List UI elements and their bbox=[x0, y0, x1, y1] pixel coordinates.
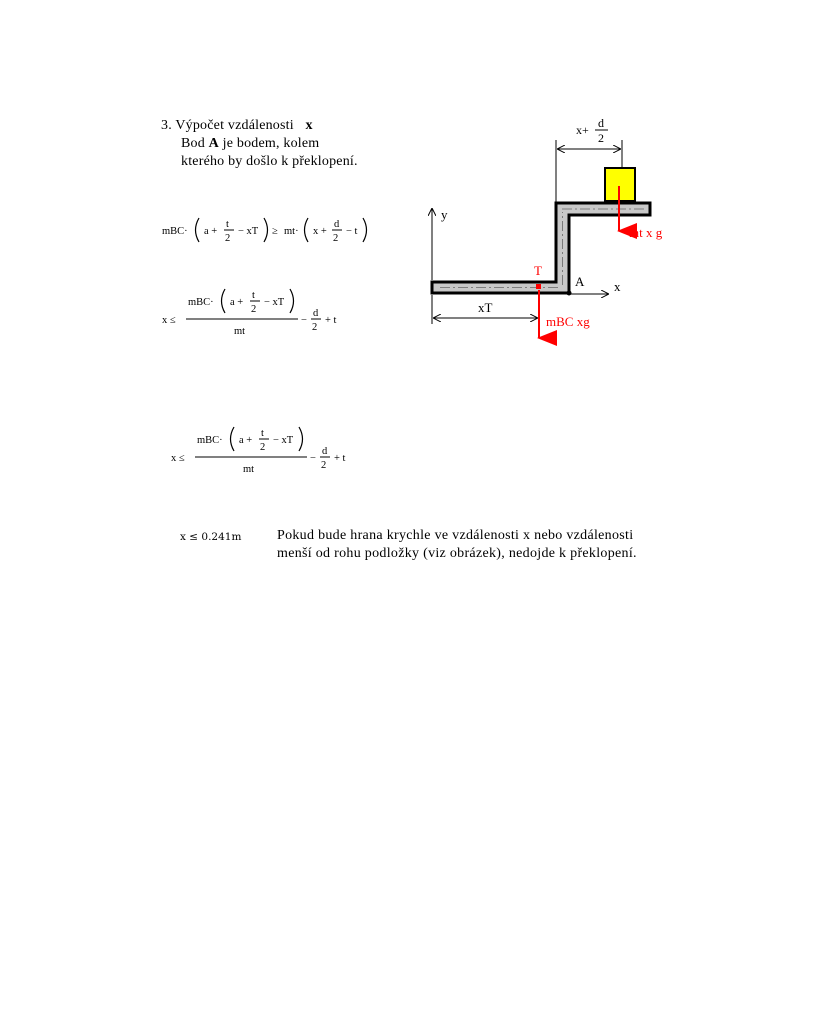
eq2a-a-plus: a + bbox=[230, 297, 244, 308]
eq1-d: d bbox=[334, 219, 340, 230]
eq2a-plus-t: + t bbox=[325, 315, 337, 326]
heading-line-2-prefix: Bod bbox=[181, 136, 205, 151]
eq2b-minus-xt: − xT bbox=[273, 435, 294, 446]
tipping-diagram bbox=[0, 0, 825, 400]
eq1-x-plus: x + bbox=[313, 226, 327, 237]
eq2a-x-le: x ≤ bbox=[162, 315, 176, 326]
eq2b-a-plus: a + bbox=[239, 435, 253, 446]
y-axis-label: y bbox=[441, 207, 448, 222]
point-a-label: A bbox=[575, 274, 585, 289]
eq1-mt: mt· bbox=[284, 226, 299, 237]
eq2a-mt: mt bbox=[234, 326, 246, 337]
eq2b-two: 2 bbox=[260, 442, 266, 453]
eq2b-mbc: mBC· bbox=[197, 435, 223, 446]
eq1-two: 2 bbox=[225, 233, 231, 244]
heading-line-3: kterého by došlo k překlopení. bbox=[181, 154, 358, 169]
dim-top-d: d bbox=[598, 116, 604, 130]
result-value: x ≤ 0.241m bbox=[180, 531, 242, 543]
eq2b-d: d bbox=[322, 446, 328, 457]
force-mt-label: mt x g bbox=[629, 225, 663, 240]
eq2b-two-2: 2 bbox=[321, 460, 327, 471]
heading-point-a: A bbox=[208, 136, 219, 151]
heading-title: 3. Výpočet vzdálenosti bbox=[161, 118, 294, 133]
eq1-two-2: 2 bbox=[333, 233, 339, 244]
result-note-line-2: menší od rohu podložky (viz obrázek), nedojde k překlopení. bbox=[277, 546, 637, 561]
heading-symbol: x bbox=[305, 118, 313, 133]
eq2b-paren-close bbox=[299, 427, 303, 451]
eq2a-two-2: 2 bbox=[312, 322, 318, 333]
dim-top-x: x+ bbox=[576, 123, 589, 137]
eq1-mbc: mBC· bbox=[162, 226, 188, 237]
eq1-a-plus: a + bbox=[204, 226, 218, 237]
result-note-line-1: Pokud bude hrana krychle ve vzdálenosti x nebo vzdálenosti bbox=[277, 528, 634, 543]
eq2a-minus: − bbox=[301, 315, 307, 326]
eq2a-two: 2 bbox=[251, 304, 257, 315]
eq2a-minus-xt: − xT bbox=[264, 297, 285, 308]
equation-solved-2 bbox=[167, 422, 367, 478]
eq2b-x-le: x ≤ bbox=[171, 453, 185, 464]
eq1-minus-xt: − xT bbox=[238, 226, 259, 237]
point-a bbox=[567, 291, 572, 296]
eq1-minus-t: − t bbox=[346, 226, 358, 237]
eq1-ge: ≥ bbox=[272, 226, 278, 237]
eq2a-t: t bbox=[252, 290, 255, 301]
eq1-t: t bbox=[226, 219, 229, 230]
force-mbc-label: mBC xg bbox=[546, 314, 590, 329]
heading-line-2-suffix: je bodem, kolem bbox=[222, 136, 320, 151]
eq2a-mbc: mBC· bbox=[188, 297, 214, 308]
dim-top-two: 2 bbox=[598, 131, 604, 145]
point-t-label: T bbox=[534, 263, 542, 278]
eq2b-minus: − bbox=[310, 453, 316, 464]
eq2b-plus-t: + t bbox=[334, 453, 346, 464]
eq2b-t: t bbox=[261, 428, 264, 439]
dim-xt-label: xT bbox=[478, 300, 493, 315]
point-t bbox=[536, 284, 541, 289]
eq2a-d: d bbox=[313, 308, 319, 319]
result-note bbox=[277, 527, 637, 563]
x-axis-label: x bbox=[614, 279, 621, 294]
eq2b-mt: mt bbox=[243, 464, 255, 475]
eq2b-paren-open bbox=[231, 427, 235, 451]
